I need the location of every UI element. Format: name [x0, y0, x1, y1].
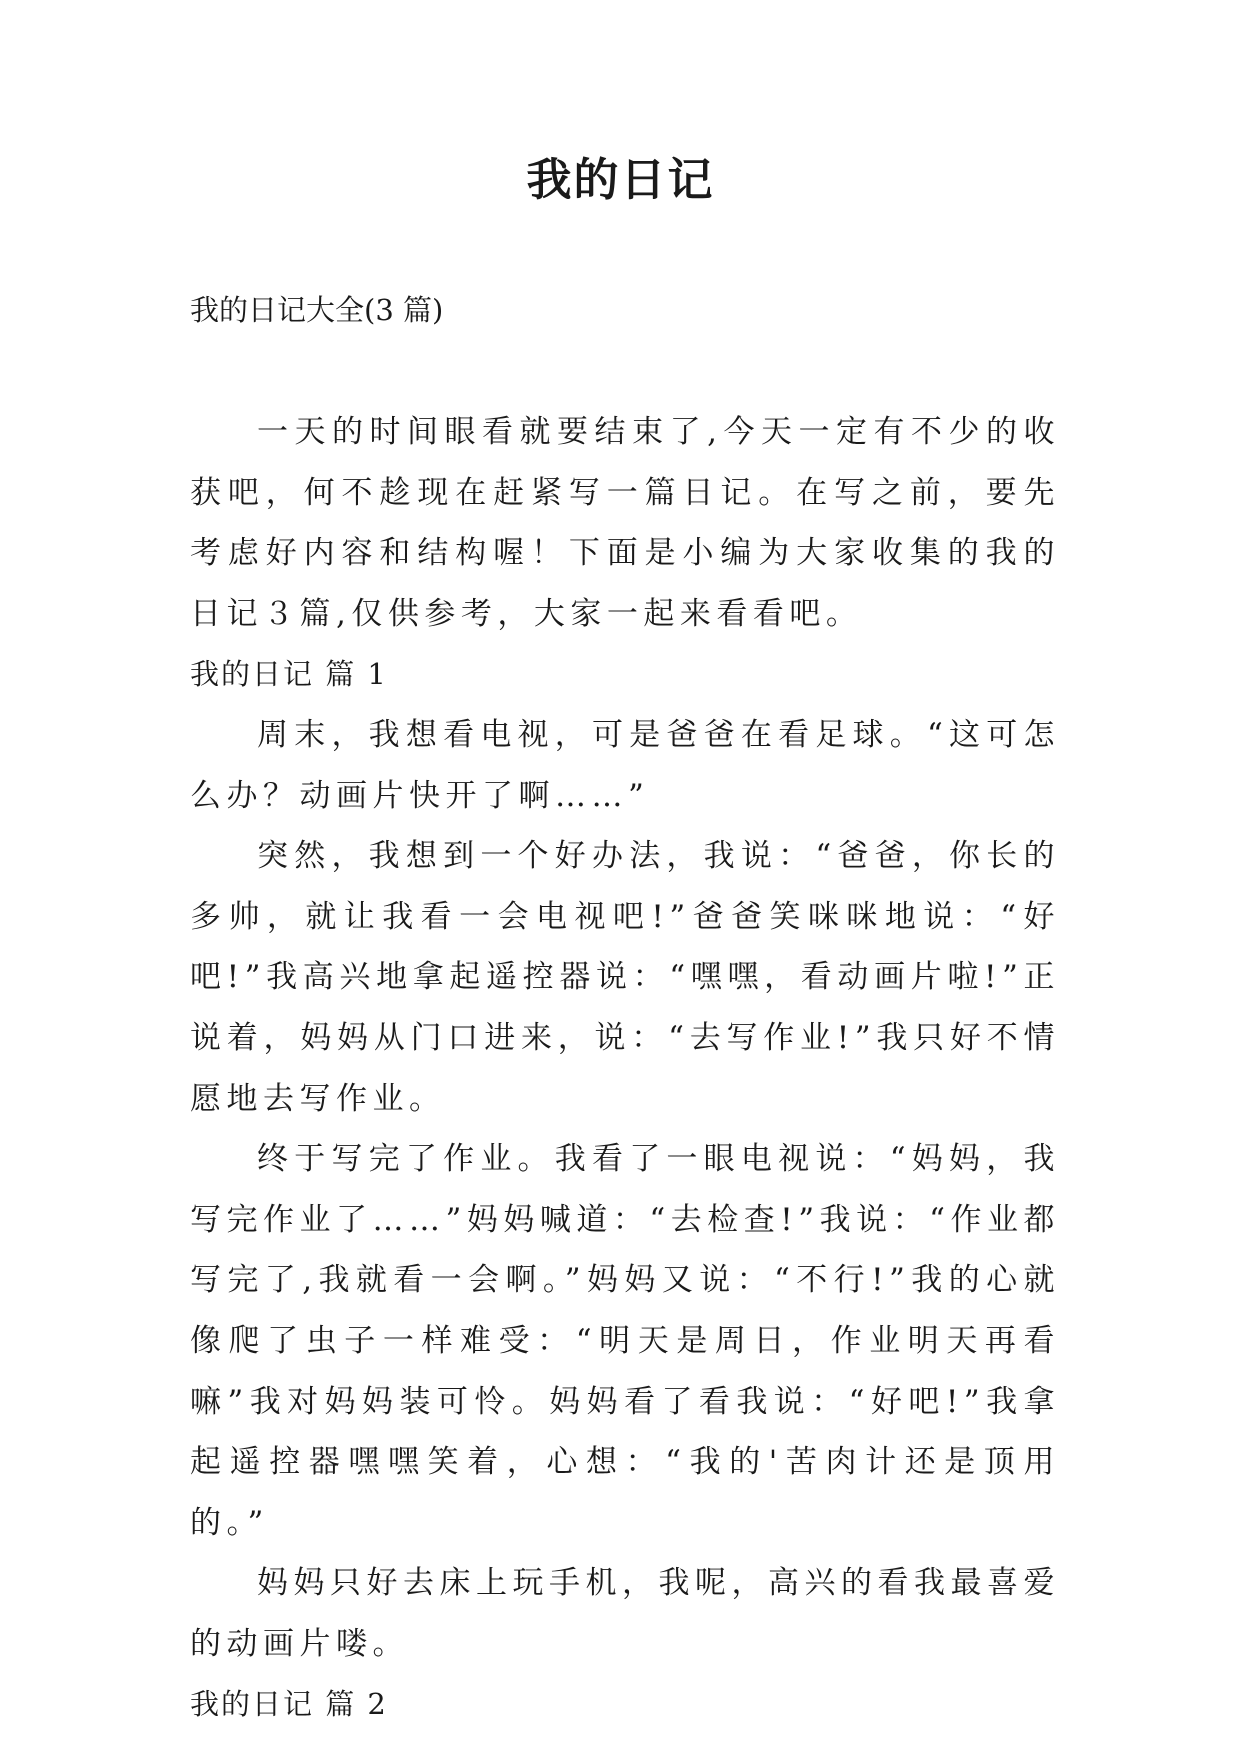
intro-paragraph: 一天的时间眼看就要结束了,今天一定有不少的收获吧，何不趁现在赶紧写一篇日记。在写之前，要先考虑好内容和结构喔！下面是小编为大家收集的我的日记３篇,仅供参考，大家一起来看看吧。: [190, 414, 1060, 632]
section1-paragraph: 周末，我想看电视，可是爸爸在看足球。“这可怎么办？动画片快开了啊……”: [190, 716, 1060, 814]
section1-paragraph: 妈妈只好去床上玩手机，我呢，高兴的看我最喜爱的动画片喽。: [190, 1565, 1060, 1662]
section-heading-2: 我的日记 篇 2: [190, 1687, 388, 1722]
document-subtitle: 我的日记大全(3 篇): [190, 293, 444, 327]
section1-paragraph: 突然，我想到一个好办法，我说：“爸爸，你长的多帅，就让我看一会电视吧!”爸爸笑咪咪地说：“好吧!”我高兴地拿起遥控器说：“嘿嘿，看动画片啦!”正说着，妈妈从门口进来，说：“去写作业!”我只好不情愿地去写作业。: [190, 838, 1060, 1117]
document-title: 我的日记: [526, 153, 715, 206]
document-body: [190, 402, 1060, 1735]
section-heading-1: 我的日记 篇 1: [190, 657, 388, 692]
section1-paragraph: 终于写完了作业。我看了一眼电视说：“妈妈，我写完作业了……”妈妈喊道：“去检查!”我说：“作业都写完了,我就看一会啊。”妈妈又说：“不行!”我的心就像爬了虫子一样难受：“明天是周日，作业明天再看嘛”我对妈妈装可怜。妈妈看了看我说：“好吧!”我拿起遥控器嘿嘿笑着，心想：“我的'苦肉计还是顶用的。”: [190, 1141, 1060, 1541]
